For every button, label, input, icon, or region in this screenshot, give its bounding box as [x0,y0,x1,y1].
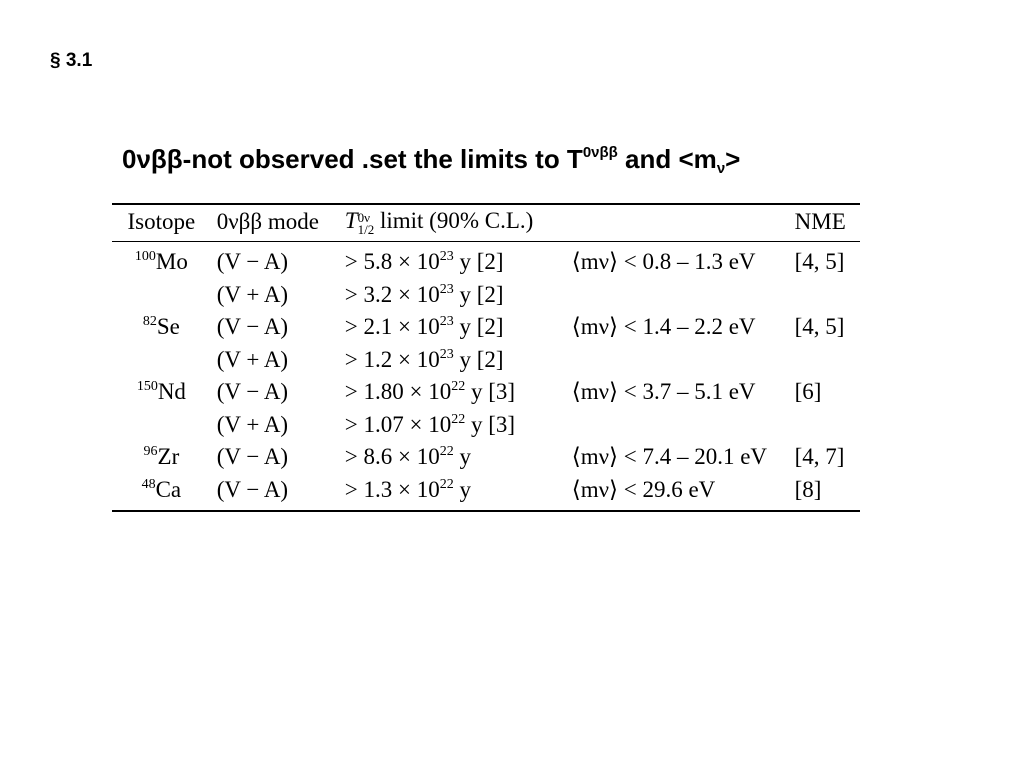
table-row [112,242,860,279]
header-mode: 0νββ mode [209,204,337,242]
isotope-mass-number: 150 [136,379,158,395]
cell-mass-limit: ⟨mν⟩ < 0.8 – 1.3 eV [571,249,756,275]
cell-limit [337,279,564,312]
limit-unit-ref: y [2] [453,314,504,340]
cell-isotope [112,474,209,512]
cell-mass-limit [564,409,787,442]
slide-heading [122,144,740,177]
isotope-symbol: Mo [155,249,188,275]
limit-unit-ref: y [3] [465,411,516,437]
cell-nme [787,409,860,442]
limits-table-container [112,203,860,512]
cell-limit [337,474,564,512]
table-body [112,242,860,512]
limit-exponent: 22 [439,444,454,460]
cell-isotope [112,441,209,474]
table-row [112,376,860,409]
header-nme: NME [787,204,860,242]
limit-exponent: 23 [439,281,454,297]
limits-table [112,203,860,512]
isotope-symbol: Ca [155,476,182,502]
header-isotope: Isotope [112,204,209,242]
cell-mode: (V + A) [216,346,289,372]
heading-end: > [725,144,741,174]
cell-isotope [112,279,209,312]
heading-text: 0νββ-not observed .set the limits to T [122,144,583,174]
table-row [112,311,860,344]
cell-nme: [4, 5] [794,314,845,340]
limit-exponent: 23 [439,314,454,330]
header-limit-T: T [344,208,358,233]
table-row [112,344,860,377]
limit-value: > 1.3 × 10 [344,476,440,502]
section-number: § 3.1 [50,50,93,71]
table-row [112,474,860,512]
limit-exponent: 22 [451,379,466,395]
table-row [112,441,860,474]
cell-mode: (V − A) [216,249,289,275]
cell-limit [337,311,564,344]
cell-limit [337,242,564,279]
isotope-symbol: Zr [157,444,180,470]
cell-mode: (V + A) [216,411,289,437]
cell-mode: (V − A) [216,379,289,405]
limit-exponent: 22 [439,476,454,492]
cell-mode: (V − A) [216,476,289,502]
isotope-symbol: Nd [157,379,186,405]
cell-limit [337,376,564,409]
isotope-symbol: Se [156,314,180,340]
limit-value: > 1.07 × 10 [344,411,452,437]
limit-value: > 5.8 × 10 [344,249,440,275]
isotope-mass-number: 82 [142,314,157,330]
cell-nme: [8] [794,476,822,502]
cell-isotope [112,376,209,409]
table-row [112,409,860,442]
limit-exponent: 23 [439,346,454,362]
cell-nme: [4, 5] [794,249,845,275]
cell-nme: [6] [794,379,822,405]
cell-isotope [112,242,209,279]
header-limit-scripts [358,212,375,236]
header-mass [564,204,787,242]
cell-mass-limit: ⟨mν⟩ < 3.7 – 5.1 eV [571,379,756,405]
cell-mass-limit [564,279,787,312]
cell-nme [787,344,860,377]
limit-exponent: 23 [439,249,454,265]
limit-value: > 1.80 × 10 [344,379,452,405]
cell-mode: (V − A) [216,444,289,470]
cell-isotope [112,311,209,344]
isotope-mass-number: 96 [143,444,158,460]
cell-mode: (V + A) [216,281,289,307]
limit-value: > 1.2 × 10 [344,346,440,372]
cell-mass-limit: ⟨mν⟩ < 1.4 – 2.2 eV [571,314,756,340]
table-row [112,279,860,312]
heading-sub: ν [716,160,726,177]
cell-limit [337,409,564,442]
header-limit-rest: limit (90% C.L.) [374,208,534,233]
cell-mass-limit [564,344,787,377]
limit-unit-ref: y [453,444,471,470]
cell-nme [787,279,860,312]
limit-value: > 3.2 × 10 [344,281,440,307]
cell-mass-limit: ⟨mν⟩ < 29.6 eV [571,476,716,502]
limit-unit-ref: y [2] [453,281,504,307]
cell-mass-limit: ⟨mν⟩ < 7.4 – 20.1 eV [571,444,768,470]
heading-sup: 0νββ [582,144,618,161]
cell-mode: (V − A) [216,314,289,340]
cell-isotope [112,409,209,442]
limit-unit-ref: y [453,476,471,502]
cell-limit [337,441,564,474]
limit-unit-ref: y [3] [465,379,516,405]
heading-mid: and <m [617,144,717,174]
cell-isotope [112,344,209,377]
header-limit-sub: 1/2 [357,222,375,237]
limit-value: > 8.6 × 10 [344,444,440,470]
cell-nme: [4, 7] [794,444,845,470]
limit-value: > 2.1 × 10 [344,314,440,340]
header-limit-sup: 0ν [357,210,370,225]
isotope-mass-number: 48 [141,476,156,492]
table-header-row [112,204,860,242]
limit-exponent: 22 [451,411,466,427]
header-limit [337,204,564,242]
limit-unit-ref: y [2] [453,346,504,372]
limit-unit-ref: y [2] [453,249,504,275]
cell-limit [337,344,564,377]
isotope-mass-number: 100 [134,249,156,265]
